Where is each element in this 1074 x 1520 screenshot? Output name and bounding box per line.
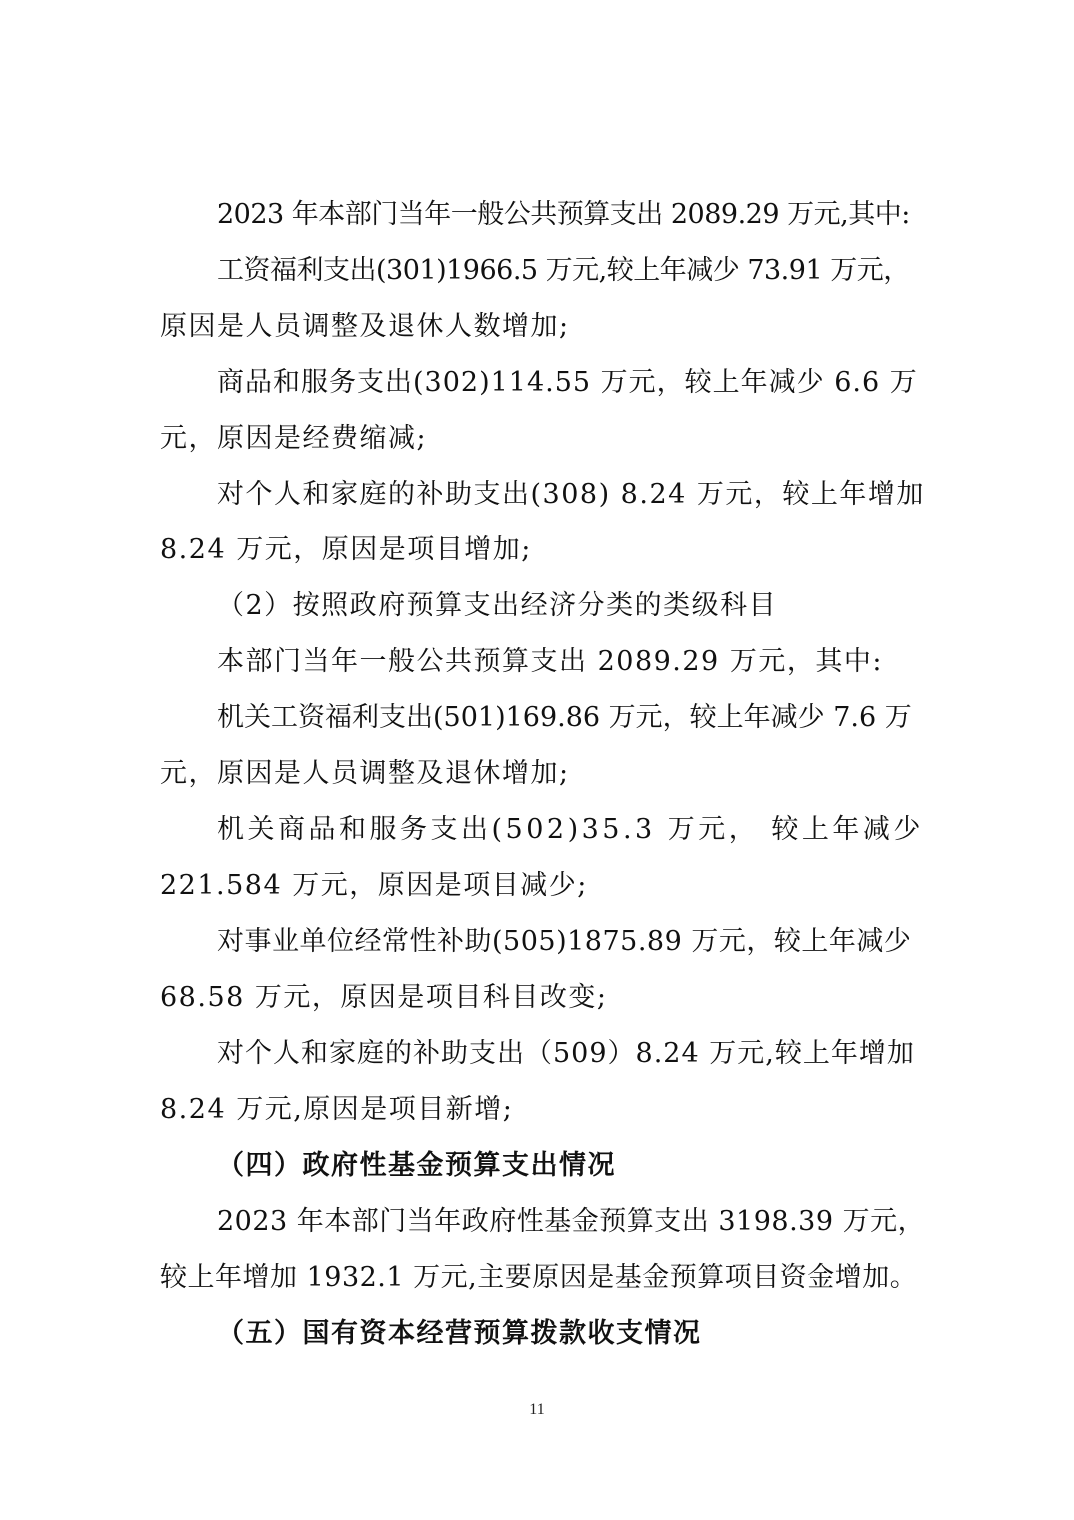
paragraph-line: 对个人和家庭的补助支出(308) 8.24 万元，较上年增加 [217,479,925,510]
paragraph-line: 元，原因是人员调整及退休增加; [160,758,570,789]
paragraph-line: 对事业单位经常性补助(505)1875.89 万元，较上年减少 [217,926,912,957]
paragraph-line: 机关商品和服务支出(502)35.3 万元， 较上年减少 [217,814,924,845]
paragraph-line: 8.24 万元，原因是项目增加; [160,534,532,565]
paragraph-line: 2023 年本部门当年一般公共预算支出 2089.29 万元,其中: [217,199,910,230]
paragraph-line: 工资福利支出(301)1966.5 万元,较上年减少 73.91 万元， [217,255,910,286]
section-heading: （五）国有资本经营预算拨款收支情况 [217,1318,702,1349]
paragraph-line: 对个人和家庭的补助支出（509）8.24 万元,较上年增加 [217,1038,915,1069]
paragraph-line: 本部门当年一般公共预算支出 2089.29 万元，其中: [217,646,883,677]
paragraph-line: 机关工资福利支出(501)169.86 万元，较上年减少 7.6 万 [217,702,912,733]
paragraph-line: 68.58 万元，原因是项目科目改变; [160,982,608,1013]
section-heading: （四）政府性基金预算支出情况 [217,1150,616,1181]
page-number: 11 [529,1401,545,1418]
paragraph-line: 2023 年本部门当年政府性基金预算支出 3198.39 万元， [217,1206,926,1237]
paragraph-line: 221.584 万元，原因是项目减少; [160,870,588,901]
paragraph-line: 较上年增加 1932.1 万元,主要原因是基金预算项目资金增加。 [160,1262,918,1293]
paragraph-line: 元，原因是经费缩减; [160,423,428,454]
section-subheading: （2）按照政府预算支出经济分类的类级科目 [217,590,778,621]
paragraph-line: 8.24 万元,原因是项目新增; [160,1094,514,1125]
paragraph-line: 商品和服务支出(302)114.55 万元，较上年减少 6.6 万 [217,367,918,398]
paragraph-line: 原因是人员调整及退休人数增加; [160,311,570,342]
